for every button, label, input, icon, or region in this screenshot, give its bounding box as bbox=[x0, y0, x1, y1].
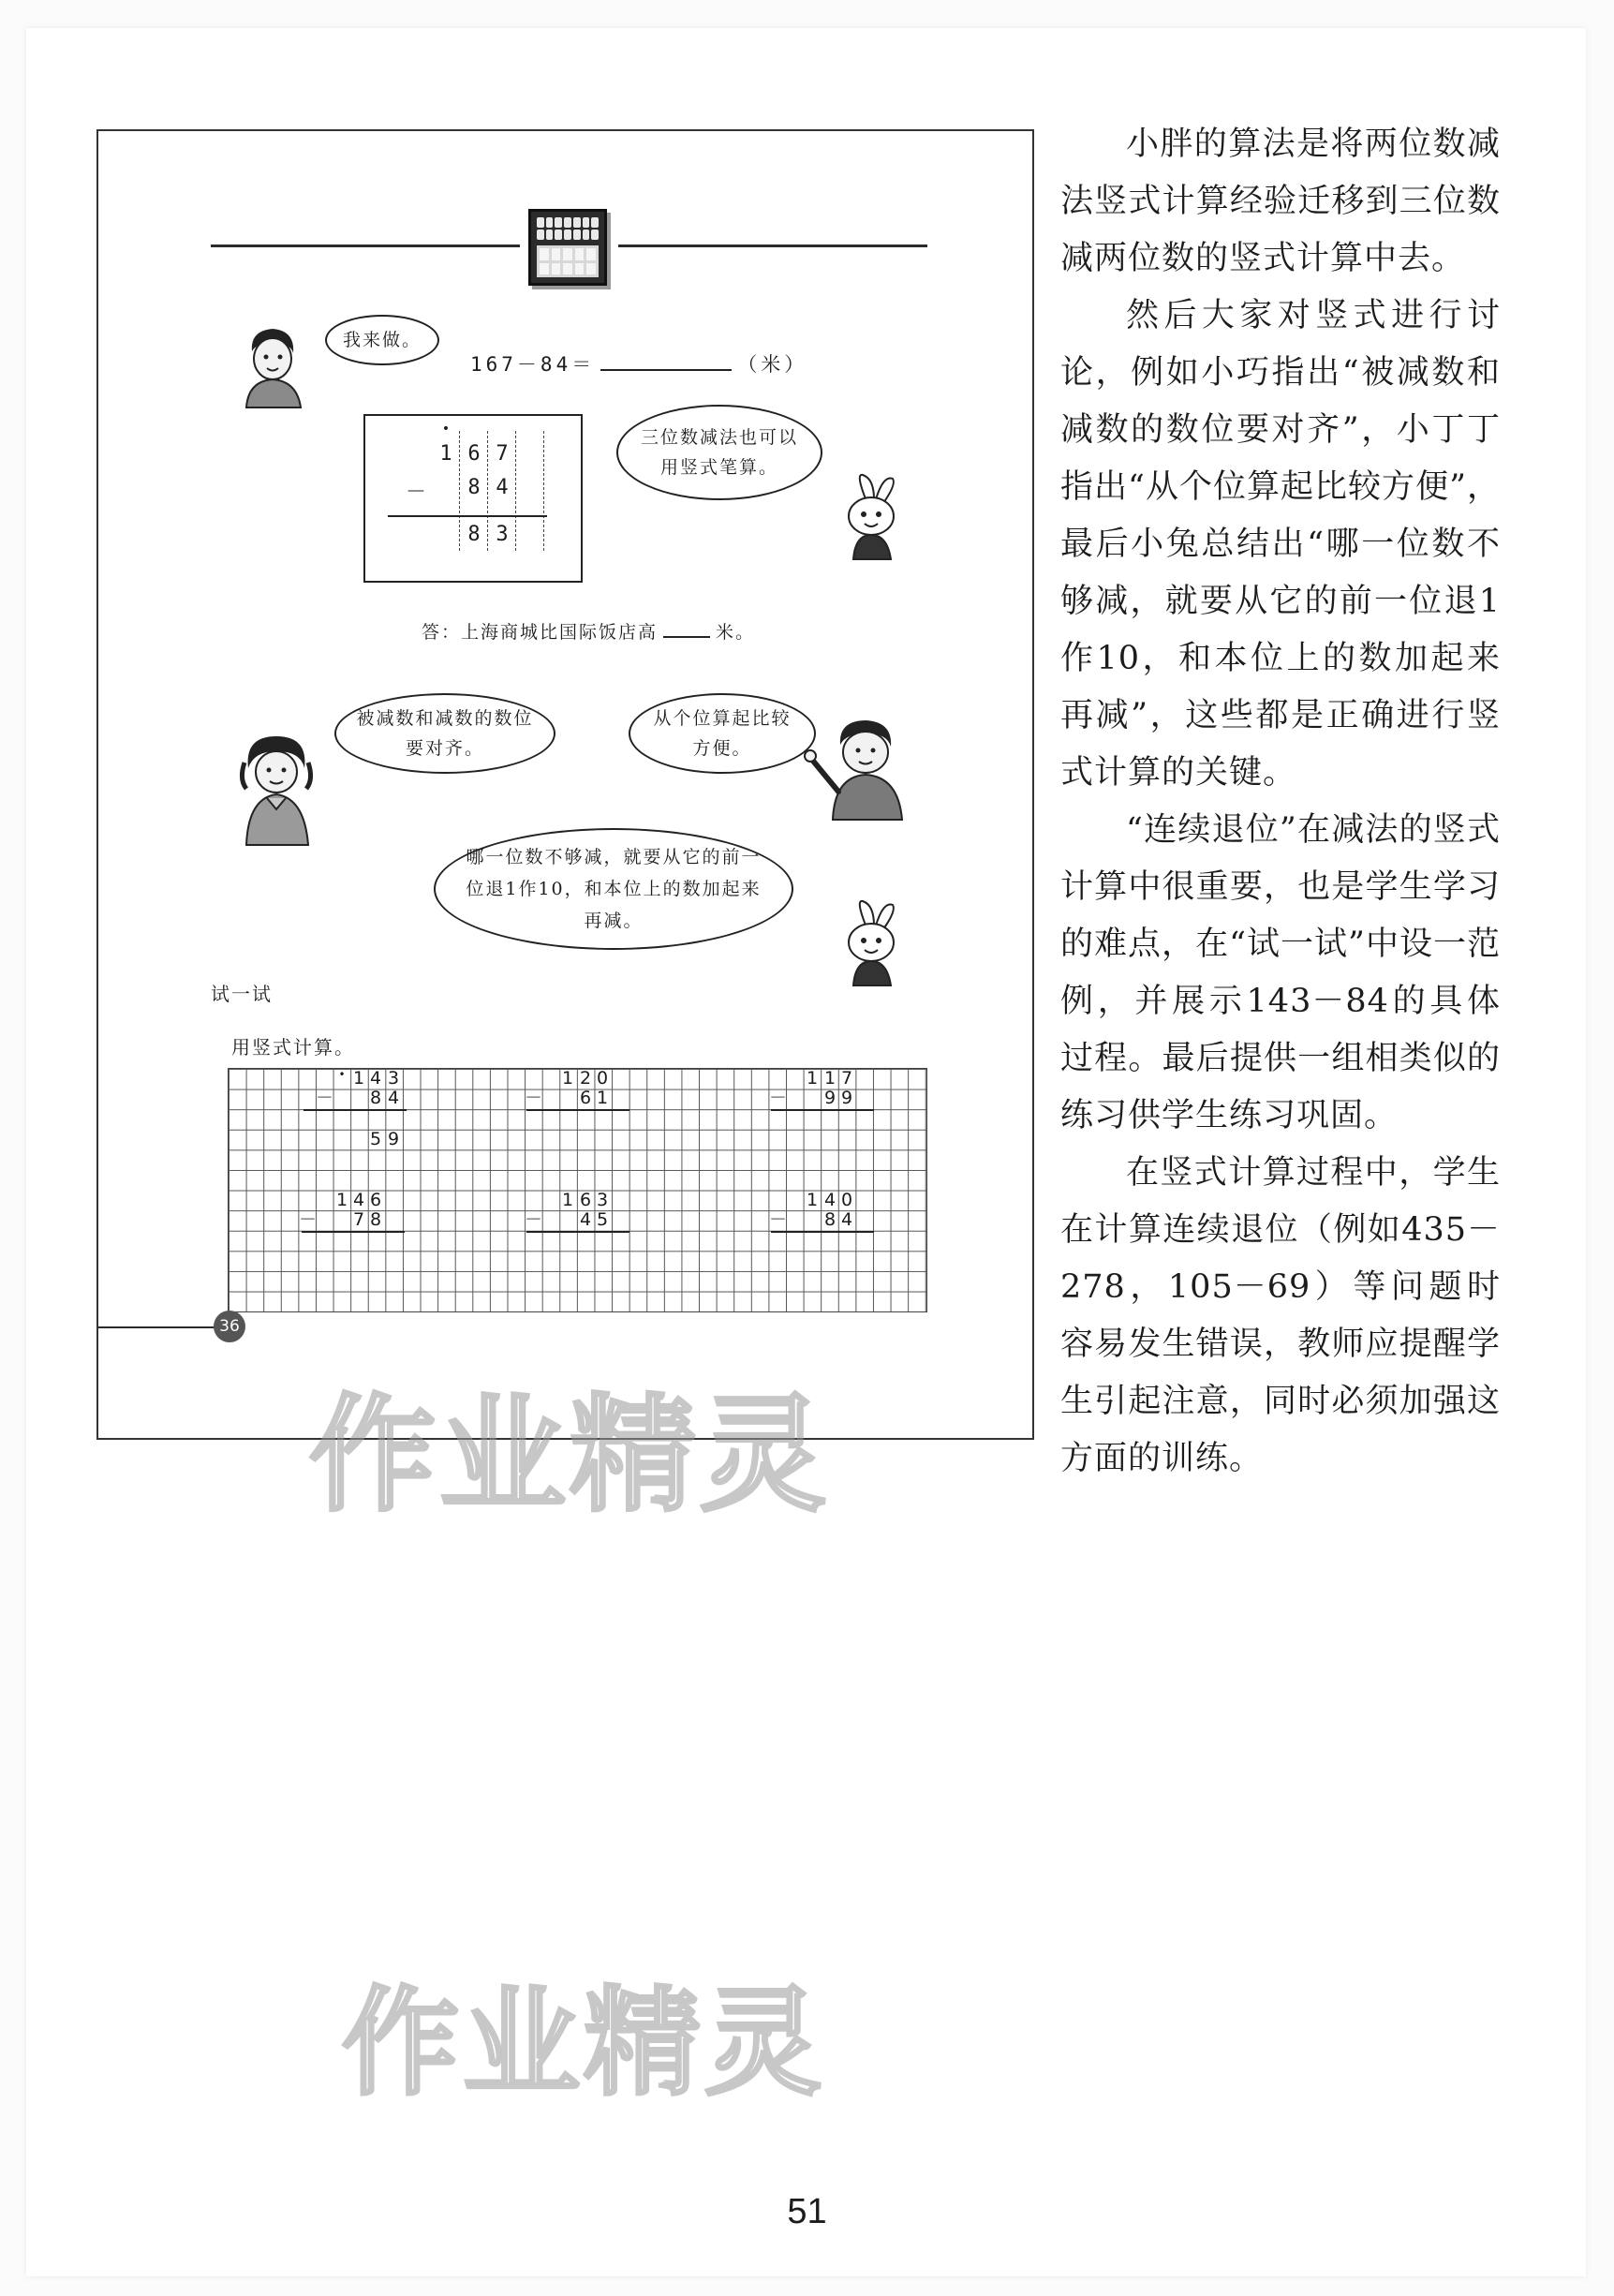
p6-top-hundreds: 1 bbox=[806, 1190, 819, 1210]
p5-top-tens: 6 bbox=[579, 1190, 592, 1210]
p4-minus: － bbox=[299, 1209, 318, 1230]
commentary-paragraph-1: 小胖的算法是将两位数减法竖式计算经验迁移到三位数减两位数的竖式计算中去。 bbox=[1060, 126, 1501, 277]
p4-top-tens: 4 bbox=[352, 1190, 365, 1210]
p1-result-tens: 5 bbox=[369, 1129, 382, 1149]
answer-line bbox=[422, 618, 755, 644]
rabbit-speech-text-1: 三位数减法也可以用竖式笔算。 bbox=[640, 426, 798, 478]
p2-bottom-ones: 1 bbox=[596, 1088, 609, 1108]
equation-line bbox=[470, 349, 807, 378]
kid1-speech-text: 我来做。 bbox=[342, 329, 422, 350]
abacus-icon bbox=[528, 209, 607, 286]
result-tens: 8 bbox=[467, 523, 481, 546]
p4-bottom-ones: 8 bbox=[369, 1209, 382, 1230]
rabbit-speech-bubble-2 bbox=[434, 828, 793, 950]
commentary-paragraph-3: “连续退位”在减法的竖式计算中很重要，也是学生学习的难点，在“试一试”中设一范例，并展示143－84的具体过程。最后提供一组相类似的练习供学生练习巩固。 bbox=[1060, 811, 1501, 1134]
minuend-tens: 6 bbox=[467, 442, 481, 466]
p5-bottom-tens: 4 bbox=[579, 1209, 592, 1230]
p1-bottom-tens: 8 bbox=[369, 1088, 382, 1108]
p1-borrow-dot: • bbox=[338, 1068, 346, 1081]
page-number: 51 bbox=[787, 2192, 827, 2231]
rabbit-character-illustration-2 bbox=[838, 899, 904, 985]
subtrahend-ones: 4 bbox=[496, 476, 509, 499]
p5-bottom-ones: 5 bbox=[596, 1209, 609, 1230]
textbook-inset bbox=[96, 129, 1034, 1440]
minuend-hundreds: 1 bbox=[439, 442, 452, 466]
boy-speech-bubble bbox=[629, 693, 816, 774]
p5-minus: － bbox=[525, 1209, 543, 1230]
p4-bottom-tens: 7 bbox=[352, 1209, 365, 1230]
section-title: 试一试 bbox=[211, 983, 273, 1005]
subtrahend-tens: 8 bbox=[467, 476, 481, 499]
instruction-text: 用竖式计算。 bbox=[231, 1036, 355, 1059]
p1-top-tens: 4 bbox=[369, 1068, 382, 1089]
footer-rule bbox=[98, 1326, 215, 1328]
p4-top-ones: 6 bbox=[369, 1190, 382, 1210]
p1-top-ones: 3 bbox=[387, 1068, 400, 1089]
kid1-speech-bubble bbox=[325, 315, 439, 365]
result-ones: 3 bbox=[496, 523, 509, 546]
p4-rule bbox=[302, 1231, 405, 1233]
p3-bottom-tens: 9 bbox=[823, 1088, 837, 1108]
p2-minus: － bbox=[525, 1088, 543, 1108]
p3-top-tens: 1 bbox=[823, 1068, 837, 1089]
p2-top-hundreds: 1 bbox=[561, 1068, 574, 1089]
rabbit-speech-text-2: 哪一位数不够减，就要从它的前一位退1作10，和本位上的数加起来再减。 bbox=[466, 846, 762, 932]
dingding-character-illustration bbox=[801, 717, 913, 820]
commentary-column bbox=[1060, 116, 1501, 1488]
girl-speech-text: 被减数和减数的数位要对齐。 bbox=[356, 707, 534, 759]
rabbit-speech-bubble-1 bbox=[616, 405, 822, 500]
watermark-2: 作业精灵 bbox=[342, 1978, 825, 2109]
p2-rule bbox=[526, 1109, 629, 1111]
commentary-paragraph-2: 然后大家对竖式进行讨论，例如小巧指出“被减数和减数的数位要对齐”，小丁丁指出“从个位算起比较方便”，最后小兔总结出“哪一位数不够减，就要从它的前一位退1作10，和本位上的数加起来再减”，这些都是正确进行竖式计算的关键。 bbox=[1060, 297, 1501, 792]
answer-text-after: 米。 bbox=[716, 622, 756, 643]
p3-top-ones: 7 bbox=[840, 1068, 853, 1089]
minus-sign: － bbox=[405, 481, 426, 504]
calc-rule bbox=[388, 515, 547, 517]
p4-top-hundreds: 1 bbox=[335, 1190, 348, 1210]
rabbit-character-illustration bbox=[838, 473, 904, 559]
girl-character-illustration bbox=[239, 731, 314, 845]
equation-unit: （米） bbox=[737, 353, 808, 376]
practice-grid bbox=[228, 1068, 927, 1312]
p3-rule bbox=[771, 1109, 874, 1111]
p1-rule bbox=[304, 1109, 407, 1111]
borrow-dot: • bbox=[441, 422, 451, 437]
inset-page-badge: 36 bbox=[214, 1311, 245, 1342]
p6-minus: － bbox=[769, 1209, 788, 1230]
boy-speech-text: 从个位算起比较方便。 bbox=[653, 707, 792, 759]
p2-bottom-tens: 6 bbox=[579, 1088, 592, 1108]
p1-result-ones: 9 bbox=[387, 1129, 400, 1149]
watermark-1: 作业精灵 bbox=[309, 1385, 830, 1526]
p6-rule bbox=[771, 1231, 874, 1233]
p6-top-ones: 0 bbox=[840, 1190, 853, 1210]
p2-top-ones: 0 bbox=[596, 1068, 609, 1089]
answer-text-before: 答：上海商城比国际饭店高 bbox=[422, 622, 659, 643]
equation-answer-blank[interactable] bbox=[600, 356, 732, 371]
p5-top-ones: 3 bbox=[596, 1190, 609, 1210]
p3-bottom-ones: 9 bbox=[840, 1088, 853, 1108]
answer-blank[interactable] bbox=[663, 623, 710, 638]
p6-bottom-ones: 4 bbox=[840, 1209, 853, 1230]
vertical-calculation-box bbox=[363, 414, 583, 583]
p6-bottom-tens: 8 bbox=[823, 1209, 837, 1230]
commentary-paragraph-4: 在竖式计算过程中，学生在计算连续退位（例如435－278，105－69）等问题时容易发生错误，教师应提醒学生引起注意，同时必须加强这方面的训练。 bbox=[1060, 1154, 1501, 1477]
p1-top-hundreds: 1 bbox=[352, 1068, 365, 1089]
p3-minus: － bbox=[769, 1088, 788, 1108]
p2-top-tens: 2 bbox=[579, 1068, 592, 1089]
p3-top-hundreds: 1 bbox=[806, 1068, 819, 1089]
girl-speech-bubble bbox=[334, 693, 555, 774]
p1-minus: － bbox=[316, 1088, 334, 1108]
p6-top-tens: 4 bbox=[823, 1190, 837, 1210]
header-rule-left bbox=[211, 244, 520, 247]
minuend-ones: 7 bbox=[496, 442, 509, 466]
header-rule-right bbox=[618, 244, 927, 247]
equation-expression: 167－84＝ bbox=[470, 353, 596, 376]
p5-rule bbox=[526, 1231, 629, 1233]
p1-bottom-ones: 4 bbox=[387, 1088, 400, 1108]
p5-top-hundreds: 1 bbox=[561, 1190, 574, 1210]
boy-character-illustration bbox=[239, 323, 306, 407]
